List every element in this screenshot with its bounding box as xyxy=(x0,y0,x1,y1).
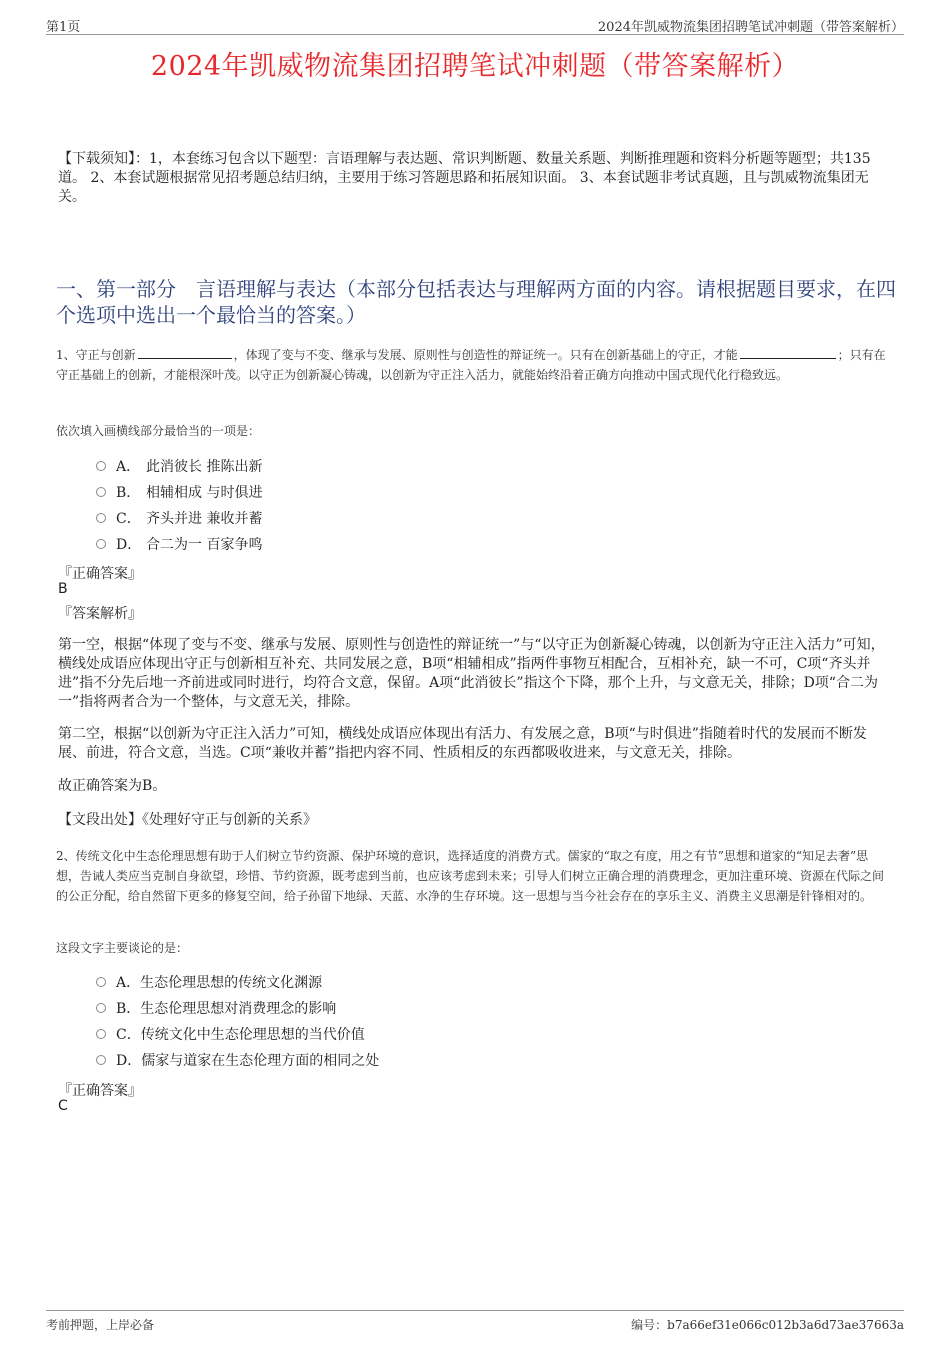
radio-icon[interactable] xyxy=(96,977,106,987)
radio-icon[interactable] xyxy=(96,1029,106,1039)
question-1-prompt: 依次填入画横线部分最恰当的一项是： xyxy=(56,424,261,438)
question-2-option-a[interactable]: A． 生态伦理思想的传统文化渊源 xyxy=(96,969,379,995)
question-2-option-c[interactable]: C． 传统文化中生态伦理思想的当代价值 xyxy=(96,1021,379,1047)
analysis-paragraph-2: 第二空，根据“以创新为守正注入活力”可知，横线处成语应体现出有活力、有发展之意，B项“与时俱进”指随着时代的发展而不断发展、前进，符合文意，当选。C项“兼收并蓄”指把内容不同、性质相反的东西都吸收进来，与文意无关，排除。 xyxy=(58,726,867,761)
passage-source: 【文段出处】《处理好守正与创新的关系》 xyxy=(58,812,317,828)
page-header xyxy=(46,14,904,35)
radio-icon[interactable] xyxy=(96,513,106,523)
question-2-option-b[interactable]: B． 生态伦理思想对消费理念的影响 xyxy=(96,995,379,1021)
radio-icon[interactable] xyxy=(96,539,106,549)
question-2-answer-label: 『正确答案』 xyxy=(58,1083,142,1099)
question-1-options xyxy=(96,453,262,557)
download-notice: 【下载须知】：1，本套练习包含以下题型：言语理解与表达题、常识判断题、数量关系题、判断推理题和资料分析题等题型；共135道。 2、本套试题根据常见招考题总结归纳，主要用于练习答题思路和拓展知识面。 3、本套试题非考试真题，且与凯威物流集团无关。 xyxy=(58,151,871,205)
footer-code: 编号：b7a66ef31e066c012b3a6d73ae37663a xyxy=(631,1318,904,1332)
analysis-conclusion: 故正确答案为B。 xyxy=(58,778,167,794)
question-1-option-d[interactable]: D． 合二为一 百家争鸣 xyxy=(96,531,262,557)
question-1-answer-label: 『正确答案』 xyxy=(58,566,142,582)
fill-blank-2 xyxy=(740,346,836,359)
question-1-option-a[interactable]: A． 此消彼长 推陈出新 xyxy=(96,453,262,479)
question-2-text: 2、传统文化中生态伦理思想有助于人们树立节约资源、保护环境的意识，选择适度的消费方式。儒家的“取之有度，用之有节”思想和道家的“知足去奢”思想，告诫人类应当克制自身欲望，珍惜、节约资源，既考虑到当前，也应该考虑到未来；引导人们树立正确合理的消费理念，更加注重环境、资源在代际之间的公正分配，给自然留下更多的修复空间，给子孙留下地绿、天蓝、水净的生存环境。这一思想与当今社会存在的享乐主义、消费主义思潮是针锋相对的。 xyxy=(56,849,885,903)
analysis-paragraph-1: 第一空，根据“体现了变与不变、继承与发展、原则性与创造性的辩证统一”与“以守正为创新凝心铸魂，以创新为守正注入活力”可知，横线处成语应体现出守正与创新相互补充、共同发展之意，B项“相辅相成”指两件事物互相配合，互相补充，缺一不可，C项“齐头并进”指不分先后地一齐前进或同时进行，均符合文意，保留。A项“此消彼长”指这个下降，那个上升，与文意无关，排除；D项“合二为一”指将两者合为一个整体，与文意无关，排除。 xyxy=(58,637,885,710)
question-1-option-c[interactable]: C． 齐头并进 兼收并蓄 xyxy=(96,505,262,531)
header-doc-name: 2024年凯威物流集团招聘笔试冲刺题（带答案解析） xyxy=(597,20,904,35)
question-2-answer: C xyxy=(58,1098,68,1114)
question-1-part2: ，体现了变与不变、继承与发展、原则性与创造性的辩证统一。只有在创新基础上的守正，才能 xyxy=(233,348,738,362)
radio-icon[interactable] xyxy=(96,1055,106,1065)
page-number: 第1页 xyxy=(46,20,81,35)
question-1-part1: 1、守正与创新 xyxy=(56,348,136,362)
question-1-analysis-label: 『答案解析』 xyxy=(58,606,142,622)
question-1-answer: B xyxy=(58,581,68,597)
radio-icon[interactable] xyxy=(96,461,106,471)
section-title: 一、第一部分 言语理解与表达（本部分包括表达与理解两方面的内容。请根据题目要求，在四个选项中选出一个最恰当的答案。） xyxy=(56,277,896,327)
radio-icon[interactable] xyxy=(96,487,106,497)
question-1-text xyxy=(56,345,892,385)
question-1-part3: ；只有在守正基础上的创新，才能根深叶茂。以守正为创新凝心铸魂，以创新为守正注入活力，就能始终沿着正确方向推动中国式现代化行稳致远。 xyxy=(56,348,886,382)
question-2-prompt: 这段文字主要谈论的是： xyxy=(56,941,189,955)
question-2-option-d[interactable]: D． 儒家与道家在生态伦理方面的相同之处 xyxy=(96,1047,379,1073)
fill-blank-1 xyxy=(138,346,232,359)
footer-slogan: 考前押题，上岸必备 xyxy=(46,1318,155,1332)
radio-icon[interactable] xyxy=(96,1003,106,1013)
document-title: 2024年凯威物流集团招聘笔试冲刺题（带答案解析） xyxy=(150,51,800,82)
question-1-option-b[interactable]: B． 相辅相成 与时俱进 xyxy=(96,479,262,505)
question-2-options xyxy=(96,969,379,1073)
page-footer xyxy=(46,1310,904,1333)
